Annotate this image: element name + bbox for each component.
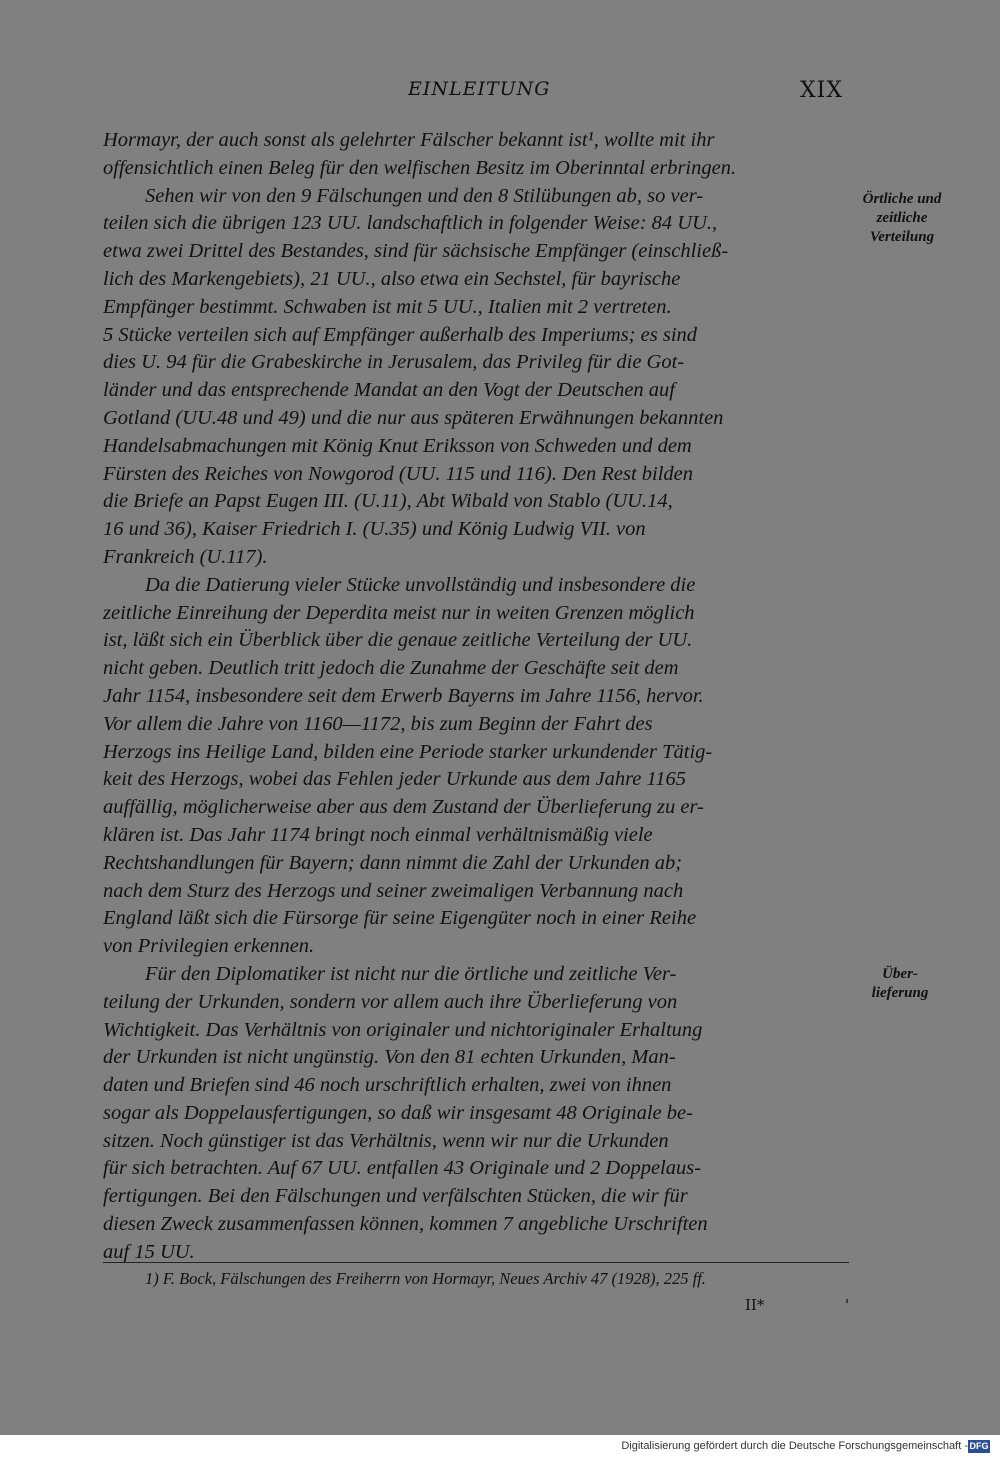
text-line: Vor allem die Jahre von 1160—1172, bis zum Beginn der Fahrt des	[103, 712, 653, 735]
text-line: Da die Datierung vieler Stücke unvollständig und insbesondere die	[145, 573, 696, 596]
dfg-logo: DFG	[969, 1441, 989, 1451]
text-line: von Privilegien erkennen.	[103, 935, 315, 958]
text-line: für sich betrachten. Auf 67 UU. entfallen 43 Originale und 2 Doppelaus-	[103, 1157, 702, 1180]
signature-mark: II*	[745, 1296, 765, 1314]
footnote-rule	[103, 1262, 849, 1263]
text-line: Frankreich (U.117).	[103, 545, 268, 568]
text-line: England läßt sich die Fürsorge für seine Eigengüter noch in einer Reihe	[103, 907, 697, 930]
body-text	[103, 127, 849, 1267]
margin-note-transmission	[855, 965, 945, 1003]
text-line: Fürsten des Reiches von Nowgorod (UU. 115 und 116). Den Rest bilden	[103, 462, 694, 485]
text-line: nach dem Sturz des Herzogs und seiner zweimaligen Verbannung nach	[103, 879, 684, 902]
text-line: sogar als Doppelausfertigungen, so daß wir insgesamt 48 Originale be-	[103, 1101, 693, 1124]
text-line: diesen Zweck zusammenfassen können, kommen 7 angebliche Urschriften	[103, 1213, 708, 1236]
tick-mark: '	[845, 1296, 850, 1314]
text-line: lich des Markengebiets), 21 UU., also etwa ein Sechstel, für bayrische	[103, 267, 681, 290]
running-head: EINLEITUNG	[408, 78, 551, 100]
text-line: klären ist. Das Jahr 1174 bringt noch einmal verhältnismäßig viele	[103, 823, 653, 846]
text-line: Empfänger bestimmt. Schwaben ist mit 5 UU., Italien mit 2 vertreten.	[103, 295, 672, 318]
margin-note-distribution	[848, 190, 956, 247]
text-line: Rechtshandlungen für Bayern; dann nimmt die Zahl der Urkunden ab;	[103, 851, 683, 874]
text-line: auffällig, möglicherweise aber aus dem Zustand der Überlieferung zu er-	[103, 796, 704, 819]
text-line: 5 Stücke verteilen sich auf Empfänger außerhalb des Imperiums; es sind	[103, 323, 698, 346]
text-line: Herzogs ins Heilige Land, bilden eine Periode starker urkundender Tätig-	[103, 740, 713, 763]
text-line: fertigungen. Bei den Fälschungen und verfälschten Stücken, die wir für	[103, 1185, 688, 1208]
margin-note-line: Über-	[882, 966, 918, 982]
text-line: Handelsabmachungen mit König Knut Eriksson von Schweden und dem	[103, 434, 692, 457]
text-line: keit des Herzogs, wobei das Fehlen jeder Urkunde aus dem Jahre 1165	[103, 768, 686, 791]
text-line: offensichtlich einen Beleg für den welfischen Besitz im Oberinntal erbringen.	[103, 156, 737, 179]
margin-note-line: lieferung	[871, 985, 929, 1001]
text-line: nicht geben. Deutlich tritt jedoch die Zunahme der Geschäfte seit dem	[103, 657, 679, 680]
page-number: XIX	[800, 78, 844, 103]
text-line: auf 15 UU.	[103, 1240, 195, 1263]
margin-note-line: Örtliche und	[862, 191, 942, 207]
text-line: Sehen wir von den 9 Fälschungen und den 8 Stilübungen ab, so ver-	[145, 184, 704, 207]
text-line: zeitliche Einreihung der Deperdita meist nur in weiten Grenzen möglich	[103, 601, 695, 624]
text-line: sitzen. Noch günstiger ist das Verhältnis, wenn wir nur die Urkunden	[103, 1129, 669, 1152]
text-line: etwa zwei Drittel des Bestandes, sind für sächsische Empfänger (einschließ-	[103, 240, 729, 263]
text-line: Gotland (UU.48 und 49) und die nur aus späteren Erwähnungen bekannten	[103, 406, 724, 429]
text-line: daten und Briefen sind 46 noch urschriftlich erhalten, zwei von ihnen	[103, 1074, 672, 1097]
text-line: ist, läßt sich ein Überblick über die genaue zeitliche Verteilung der UU.	[103, 629, 693, 652]
margin-note-line: zeitliche	[876, 210, 928, 226]
text-line: Wichtigkeit. Das Verhältnis von originaler und nichtoriginaler Erhaltung	[103, 1018, 703, 1041]
text-line: Für den Diplomatiker ist nicht nur die örtliche und zeitliche Ver-	[145, 962, 677, 985]
text-line: dies U. 94 für die Grabeskirche in Jerusalem, das Privileg für die Got-	[103, 351, 685, 374]
text-line: 16 und 36), Kaiser Friedrich I. (U.35) und König Ludwig VII. von	[103, 518, 646, 541]
text-line: länder und das entsprechende Mandat an den Vogt der Deutschen auf	[103, 379, 675, 402]
margin-note-line: Verteilung	[869, 229, 935, 245]
footnote: 1) F. Bock, Fälschungen des Freiherrn von Hormayr, Neues Archiv 47 (1928), 225 ff.	[145, 1269, 706, 1288]
text-line: Jahr 1154, insbesondere seit dem Erwerb Bayerns im Jahre 1156, hervor.	[103, 684, 704, 707]
text-line: der Urkunden ist nicht ungünstig. Von den 81 echten Urkunden, Man-	[103, 1046, 676, 1069]
text-line: die Briefe an Papst Eugen III. (U.11), Abt Wibald von Stablo (UU.14,	[103, 490, 673, 513]
digitization-credit: Digitalisierung gefördert durch die Deutsche Forschungsgemeinschaft -	[621, 1440, 968, 1452]
text-line: Hormayr, der auch sonst als gelehrter Fälscher bekannt ist¹, wollte mit ihr	[103, 129, 715, 151]
text-line: teilung der Urkunden, sondern vor allem auch ihre Überlieferung von	[103, 990, 678, 1013]
text-line: teilen sich die übrigen 123 UU. landschaftlich in folgender Weise: 84 UU.,	[103, 212, 718, 235]
